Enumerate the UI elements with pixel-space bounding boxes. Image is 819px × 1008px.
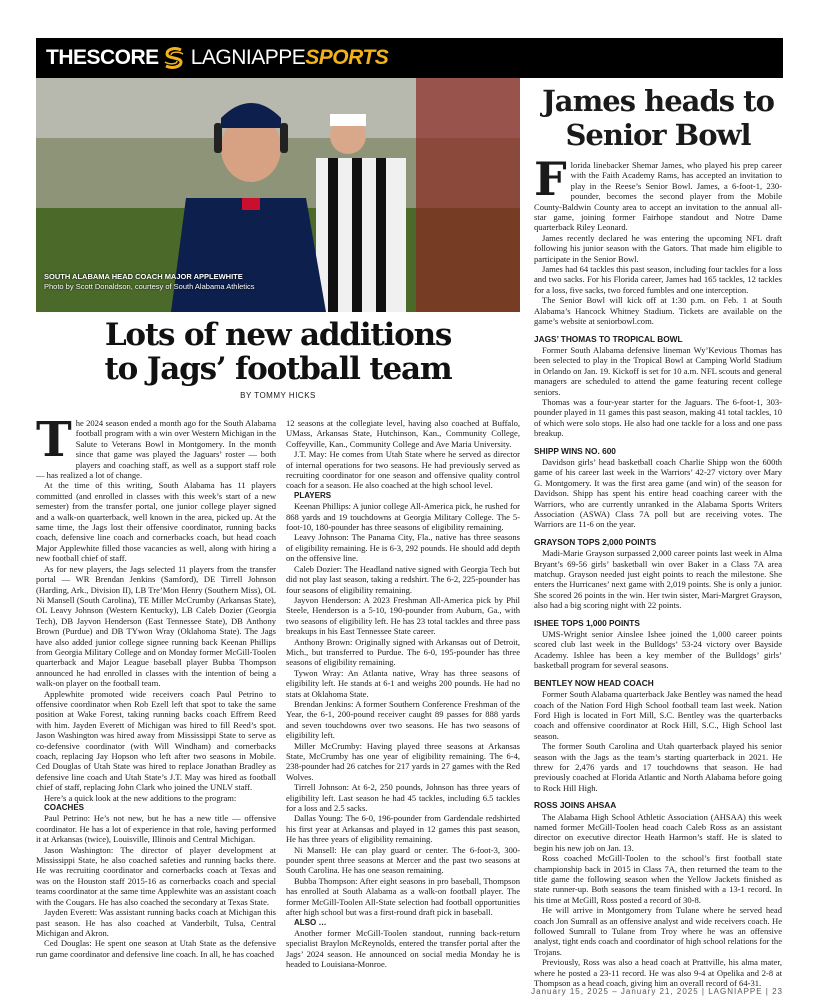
drop-cap: T: [36, 412, 72, 468]
paragraph: UMS-Wright senior Ainslee Ishee joined the 1,000 career points scored club last week in the Bulldogs’ 53-24 victory over Bayside Academy. Ishlee has been a key member of the Bulldogs’ girls’ basketball program for several seasons.: [534, 629, 782, 671]
paragraph: Former South Alabama quarterback Jake Bentley was named the head coach of the Nation Ford High School football team last week. Nation Ford High is located in Fort Mill, S.C. Bentley was the quarterbacks coach and offensive coordinator at Rock Hill, S.C., High School last season.: [534, 689, 782, 741]
paragraph: At the time of this writing, South Alabama has 11 players committed (and enrolled in classes with this week’s start of a new semester) from the transfer portal, one junior college player signed and a walk-on quarterback, well known in the area, picked up. At the same time, the Jags lost their offensive coordinator, running backs coach, defensive line coach and cornerbacks coach, but head coach Major Applewhite filled those vacancies as well, along with hiring a new football chief of staff.: [36, 480, 276, 564]
subhead-also: ALSO …: [294, 917, 327, 927]
paragraph: He will arrive in Montgomery from Tulane where he served head coach Jon Sumrall as an offensive analyst and wide receivers coach. He followed Sumrall to Tulane from Troy where he was an offensive analyst, tight ends coach and coordinator of high school relations for the Trojans.: [534, 905, 782, 957]
brand-lagniappe: LAGNIAPPE: [190, 46, 306, 69]
section-brand: [46, 45, 388, 71]
paragraph: Miller McCrumby: Having played three seasons at Arkansas State, McCrumby has one year of eligibility remaining. The 6-4, 238-pounder had 26 catches for 217 yards in 27 games with the Red Wolves.: [286, 740, 520, 782]
brand-score: THESCORE: [46, 46, 159, 69]
paragraph: Leavy Johnson: The Panama City, Fla., native has three seasons of eligibility remaining. He is 6-3, 292 pounds. He should add depth on the offensive line.: [286, 532, 520, 564]
paragraph: James had 64 tackles this past season, including four tackles for a loss and two sacks. For his Florida career, James had 165 tackles, 12 tackles for a loss, five sacks, two forced fumbles and one interception.: [534, 264, 782, 295]
paragraph: Brendan Jenkins: A former Southern Conference Freshman of the Year, the 6-1, 200-pound receiver caught 89 passes for 888 yards and seven touchdowns over two seasons. He has two seasons of eligibility left.: [286, 698, 520, 741]
main-headline: Lots of new additions to Jags’ football team: [104, 317, 452, 387]
paragraph: As for new players, the Jags selected 11 players from the transfer portal — WR Brendan Jenkins (Samford), DE Tirrell Johnson (Harding, Ark., Division II), LB Tre’Mon Henry (Southern Miss), OL Ni Mansell (South Carolina), TE Miller McCrumby (Arkansas State), OL Leavy Johnson (Western Kentucky), LB Caleb Dozier (Georgia Tech), DB Jayvon Henderson (East Tennessee State), DB Anthony Brown (Purdue) and DB TYwon Wray (Oklahoma State). The Jags have also added junior college signee running back Keenan Phillips from Georgia Military College and on Monday former McGill-Toolen quarterback and Major League baseball player Bubba Thompson announced he had enrolled in classes with the intention of being a walk-on player on the football team.: [36, 563, 276, 689]
subhead-coaches: COACHES: [44, 803, 85, 813]
paragraph: J.T. May: He comes from Utah State where he served as director of internal operations for two seasons. He had previously served as recruiting coordinator for one season and offensive quality control coach for a season. He also coached at the high school level.: [286, 449, 520, 491]
paragraph: Jayden Everett: Was assistant running backs coach at Michigan this past season. He has also coached at Vanderbilt, Tulsa, Central Michigan and Akron.: [36, 907, 276, 938]
brief-heading: SHIPP WINS NO. 600: [534, 445, 616, 456]
paragraph: 12 seasons at the collegiate level, having also coached at Buffalo, UMass, Arkansas State, Hutchinson, Kan., Community College, Coffeyville, Kan., Community College and Ave Maria University.: [286, 418, 520, 449]
paragraph: lorida linebacker Shemar James, who played his prep career with the Faith Academy Rams, has accepted an invitation to play in the Reese’s Senior Bowl. James, a 6-foot-1, 230-pounder, becomes the second player from the Mobile County-Baldwin County area to accept an invitation to the annual all-star game, joining former Fairhope standout and Notre Dame quarterback Riley Leonard.: [534, 160, 782, 233]
paragraph: Ross coached McGill-Toolen to the school’s first football state championship back in 2015 in Class 7A, then returned the team to the title game the following season when the Yellow Jackets finished as state runner-up. Both seasons the team finished with a 13-1 record. In his time at McGill, Ross posted a record of 30-8.: [534, 853, 782, 905]
paragraph: Paul Petrino: He’s not new, but he has a new title — offensive coordinator. He has a lot of experience in that role, having performed it at Arkansas (twice), Louisville, Illinois and Central Michigan.: [36, 813, 276, 845]
paragraph: The Senior Bowl will kick off at 1:30 p.m. on Feb. 1 at South Alabama’s Hancock Whitney Stadium. Tickets are available on the game’s website at seniorbowl.com.: [534, 295, 782, 327]
paragraph: Caleb Dozier: The Headland native signed with Georgia Tech but did not play last season, taking a redshirt. The 6-2, 225-pounder has four seasons of eligibility remaining.: [286, 563, 520, 595]
subhead-players: PLAYERS: [294, 490, 332, 500]
section-header: [36, 38, 783, 78]
photo-caption: [44, 272, 255, 292]
paragraph: Dallas Young: The 6-0, 196-pounder from Gardendale redshirted his first year at Arkansas and played in 12 games this past season, He has three years of eligibility remaining.: [286, 813, 520, 845]
brief-heading: GRAYSON TOPS 2,000 POINTS: [534, 536, 657, 547]
paragraph: Tywon Wray: An Atlanta native, Wray has three seasons of eligibility left. He stands at 6-1 and weighs 200 pounds. He had no stats at Oklahoma State.: [286, 667, 520, 699]
brief-heading: ISHEE TOPS 1,000 POINTS: [534, 617, 640, 628]
paragraph: Davidson girls’ head basketball coach Charlie Shipp won the 600th game of his career last week in the Warriors’ 42-27 victory over Mary G. Montgomery. It was the first area game (and win) of the season for Davidson. Shipp has spent his entire head coaching career with the Warriors, who are currently unranked in the Alabama Sports Writers Association (ASWA) Class 7A poll but are receiving votes. The Warriors are 11-6 on the year.: [534, 456, 782, 530]
side-headline: James heads to Senior Bowl: [542, 84, 774, 152]
paragraph: Previously, Ross was also a head coach at Prattville, his alma mater, where he posted a 23-11 record. He was also 9-4 at Opelika and 2-8 at Thompson as a head coach, giving him an overall record of 64-31.: [534, 957, 782, 989]
caption-title: SOUTH ALABAMA HEAD COACH MAJOR APPLEWHITE: [44, 272, 243, 281]
paragraph: Jason Washington: The director of player development at Mississippi State, he also coached safeties and running backs there. He was recruiting coordinator and cornerbacks coach at Texas and was on the Houston staff 2015-16 as cornerbacks coach and special teams coordinator at the same time Applewhite was an assistant coach with the Cougars. He has also coached the secondary at Texas State.: [36, 844, 276, 907]
paragraph: Jayvon Henderson: A 2023 Freshman All-America pick by Phil Steele, Henderson is a 5-10, 190-pounder from Auburn, Ga., with two seasons of eligibility left. He has 23 total tackles and three pass breakups in his East Tennessee State career.: [286, 594, 520, 637]
lagniappe-s-icon: [161, 45, 187, 71]
story-column-1: [36, 412, 276, 959]
coach-photo: [36, 78, 520, 312]
paragraph: he 2024 season ended a month ago for the South Alabama football program with a win over Western Michigan in the Salute to Veterans Bowl in Montgomery. In the month since that game was played the Jaguars’ roster — both players and coaching staff, as well as a support staff role — has realized a lot of change.: [36, 418, 276, 481]
paragraph: The Alabama High School Athletic Association (AHSAA) this week named former McGill-Toolen head coach Caleb Ross as an assistant director on executive director Heath Harmon’s staff. He is slated to begin his new job on Jan. 13.: [534, 811, 782, 853]
paragraph: Anthony Brown: Originally signed with Arkansas out of Detroit, Mich., but transferred to Purdue. The 6-0, 195-pounder has three seasons of eligibility remaining.: [286, 636, 520, 668]
paragraph: Madi-Marie Grayson surpassed 2,000 career points last week in Alma Bryant’s 69-56 girls’ basketball win over Baker in a Class 7A area matchup. Grayson needed just eight points to reach the milestone. She enters the Hurricanes’ next game with 2,019 points. She is only a junior. She scored 26 points in the win. Her twin sister, Mari-Margret Grayson, also had a big scoring night with 22 points.: [534, 548, 782, 611]
paragraph: Applewhite promoted wide receivers coach Paul Petrino to offensive coordinator when Rob Ezell left that spot to take the same position at Wake Forest, taking running backs coach Effrem Reed with him. Jayden Everett of Michigan was hired to fill Reed’s spot. Jason Washington was hired away from Mississippi State to serve as co-defensive coordinator (with Will Windham) and cornerbacks coach, replacing Jay Hopson who left after two seasons in Mobile. Ced Douglas of Utah State was hired to replace Jonathan Bradley as defensive line coach and Utah State’s J.T. May was hired as football chief of staff, replacing John Clark who joined the UNLV staff.: [36, 688, 276, 793]
side-drop-cap: F: [534, 152, 567, 206]
paragraph: Keenan Phillips: A junior college All-America pick, he rushed for 868 yards and 19 touchdowns at Georgia Military College. The 5-foot-10, 180-pounder has three seasons of eligibility remaining.: [286, 501, 520, 533]
paragraph: Tirrell Johnson: At 6-2, 250 pounds, Johnson has three years of eligibility left. Last season he had 45 tackles, including 6.5 tackles for a loss and 2.5 sacks.: [286, 782, 520, 814]
paragraph: Here’s a quick look at the new additions to the program:: [44, 792, 237, 803]
brief-heading: JAGS’ THOMAS TO TROPICAL BOWL: [534, 333, 683, 344]
page-footer: January 15, 2025 – January 21, 2025 | LAGNIAPPE | 23: [531, 987, 783, 996]
paragraph: James recently declared he was entering the upcoming NFL draft following his junior season with the Gators. That made him eligible to participate in the Senior Bowl.: [534, 232, 782, 264]
paragraph: Ced Douglas: He spent one season at Utah State as the defensive run game coordinator and defensive line coach. In all, he has coached: [36, 938, 276, 959]
paragraph: Ni Mansell: He can play guard or center. The 6-foot-3, 300-pounder spent three seasons at Mercer and the past two seasons at South Carolina. He has one season remaining.: [286, 844, 520, 876]
story-column-2: [286, 418, 520, 970]
byline: BY TOMMY HICKS: [240, 391, 316, 400]
brand-sports: SPORTS: [305, 46, 389, 69]
paragraph: Former South Alabama defensive lineman Wy’Kevious Thomas has been selected to play in the Tropical Bowl at Camping World Stadium in Orlando on Jan. 19. Kickoff is set for 10 a.m. NFL scouts and general managers are scheduled to attend the game featuring recent college seniors.: [534, 344, 782, 397]
paragraph: The former South Carolina and Utah quarterback played his senior season with the Jags as the team’s starting quarterback in 2021. He threw for 2,476 yards and 17 touchdowns that season. He had previously coached at Florida Atlantic and North Alabama before going to Rock Hill High.: [534, 741, 782, 793]
side-column: [534, 152, 782, 989]
paragraph: Another former McGill-Toolen standout, running back-return specialist Braylon McReynolds, entered the transfer portal after the Jags’ 2024 season. He announced on social media Monday he is headed to Louisiana-Monroe.: [286, 927, 520, 970]
brief-heading: BENTLEY NOW HEAD COACH: [534, 677, 654, 688]
caption-credit: Photo by Scott Donaldson, courtesy of South Alabama Athletics: [44, 282, 255, 291]
paragraph: Thomas was a four-year starter for the Jaguars. The 6-foot-1, 303-pounder played in 11 games this past season, making 41 total tackles, 10 of which were solo stops. He also had one tackle for a loss and one pass breakup.: [534, 396, 782, 439]
paragraph: Bubba Thompson: After eight seasons in pro baseball, Thompson has enrolled at South Alabama as a walk-on football player. The former McGill-Toolen All-State selection had football opportunities after high school but was a first-round draft pick in baseball.: [286, 875, 520, 918]
brief-heading: ROSS JOINS AHSAA: [534, 800, 617, 811]
